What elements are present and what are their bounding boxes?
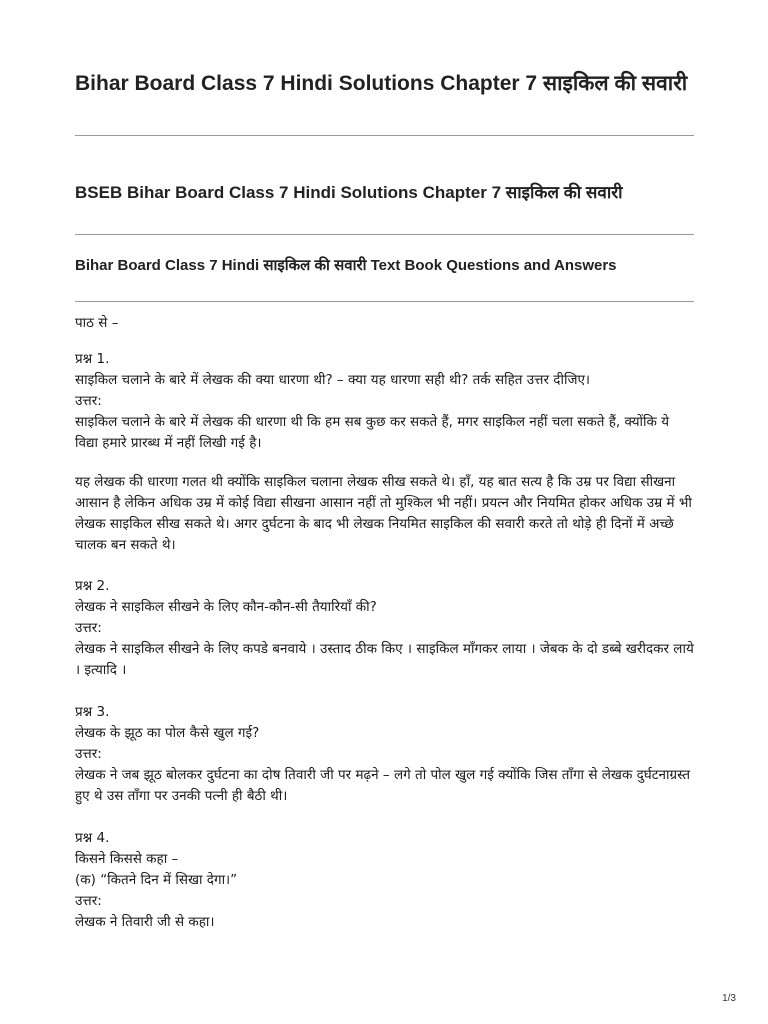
question-text: लेखक के झूठ का पोल कैसे खुल गई?	[75, 725, 260, 741]
sub-question-text: (क) “कितने दिन में सिखा देगा।”	[75, 872, 238, 888]
question-3-block	[75, 702, 695, 807]
question-label: प्रश्न 4.	[75, 830, 110, 846]
answer-label: उत्तर:	[75, 893, 102, 909]
question-text: किसने किससे कहा –	[75, 851, 179, 867]
heading-divider	[75, 301, 694, 302]
title-divider	[75, 135, 694, 136]
answer-label: उत्तर:	[75, 746, 102, 762]
question-4-block	[75, 828, 695, 933]
question-text: लेखक ने साइकिल सीखने के लिए कौन-कौन-सी तैयारियाँ की?	[75, 599, 377, 615]
answer-text: यह लेखक की धारणा गलत थी क्योंकि साइकिल चलाना लेखक सीख सकते थे। हाँ, यह बात सत्य है कि उम्र पर विद्या सीखना आसान है लेकिन अधिक उम्र में कोई विद्या सीखना आसान नहीं तो मुश्किल भी नहीं। प्रयत्न और नियमित होकर अधिक उम्र में भी लेखक साइकिल सीख सकते थे। अगर दुर्घटना के बाद भी लेखक नियमित साइकिल की सवारी करते तो थोड़े ही दिनों में अच्छे चालक बन सकते थे।	[75, 474, 692, 553]
section-heading: Bihar Board Class 7 Hindi साइकिल की सवारी Text Book Questions and Answers	[75, 257, 617, 274]
question-text: साइकिल चलाने के बारे में लेखक की क्या धारणा थी? – क्या यह धारणा सही थी? तर्क सहित उत्तर दीजिए।	[75, 372, 591, 388]
question-label: प्रश्न 2.	[75, 578, 110, 594]
question-1-answer-continued	[75, 472, 695, 556]
answer-label: उत्तर:	[75, 393, 102, 409]
page-number: 1/3	[722, 993, 736, 1004]
section-title: BSEB Bihar Board Class 7 Hindi Solutions Chapter 7 साइकिल की सवारी	[75, 183, 623, 202]
intro-block	[75, 313, 695, 334]
page-title: Bihar Board Class 7 Hindi Solutions Chapter 7 साइकिल की सवारी	[75, 72, 688, 95]
answer-text: लेखक ने साइकिल सीखने के लिए कपडे बनवाये । उस्ताद ठीक किए । साइकिल माँगकर लाया । जेबक के दो डब्बे खरीदकर लाये । इत्यादि ।	[75, 641, 694, 678]
answer-text: लेखक ने जब झूठ बोलकर दुर्घटना का दोष तिवारी जी पर मढ़ने – लगे तो पोल खुल गई क्योंकि जिस ताँगा से लेखक दुर्घटनाग्रस्त हुए थे उस ताँगा पर उनकी पत्नी ही बैठी थी।	[75, 767, 691, 804]
question-2-block	[75, 576, 695, 681]
answer-text: साइकिल चलाने के बारे में लेखक की धारणा थी कि हम सब कुछ कर सकते हैं, मगर साइकिल नहीं चला सकते हैं, क्योंकि ये विद्या हमारे प्रारब्ध में नहीं लिखी गई है।	[75, 414, 670, 451]
question-label: प्रश्न 1.	[75, 351, 110, 367]
question-1-block	[75, 349, 695, 454]
intro-text: पाठ से –	[75, 315, 119, 331]
answer-label: उत्तर:	[75, 620, 102, 636]
answer-text: लेखक ने तिवारी जी से कहा।	[75, 914, 215, 930]
question-label: प्रश्न 3.	[75, 704, 110, 720]
subtitle-divider	[75, 234, 694, 235]
